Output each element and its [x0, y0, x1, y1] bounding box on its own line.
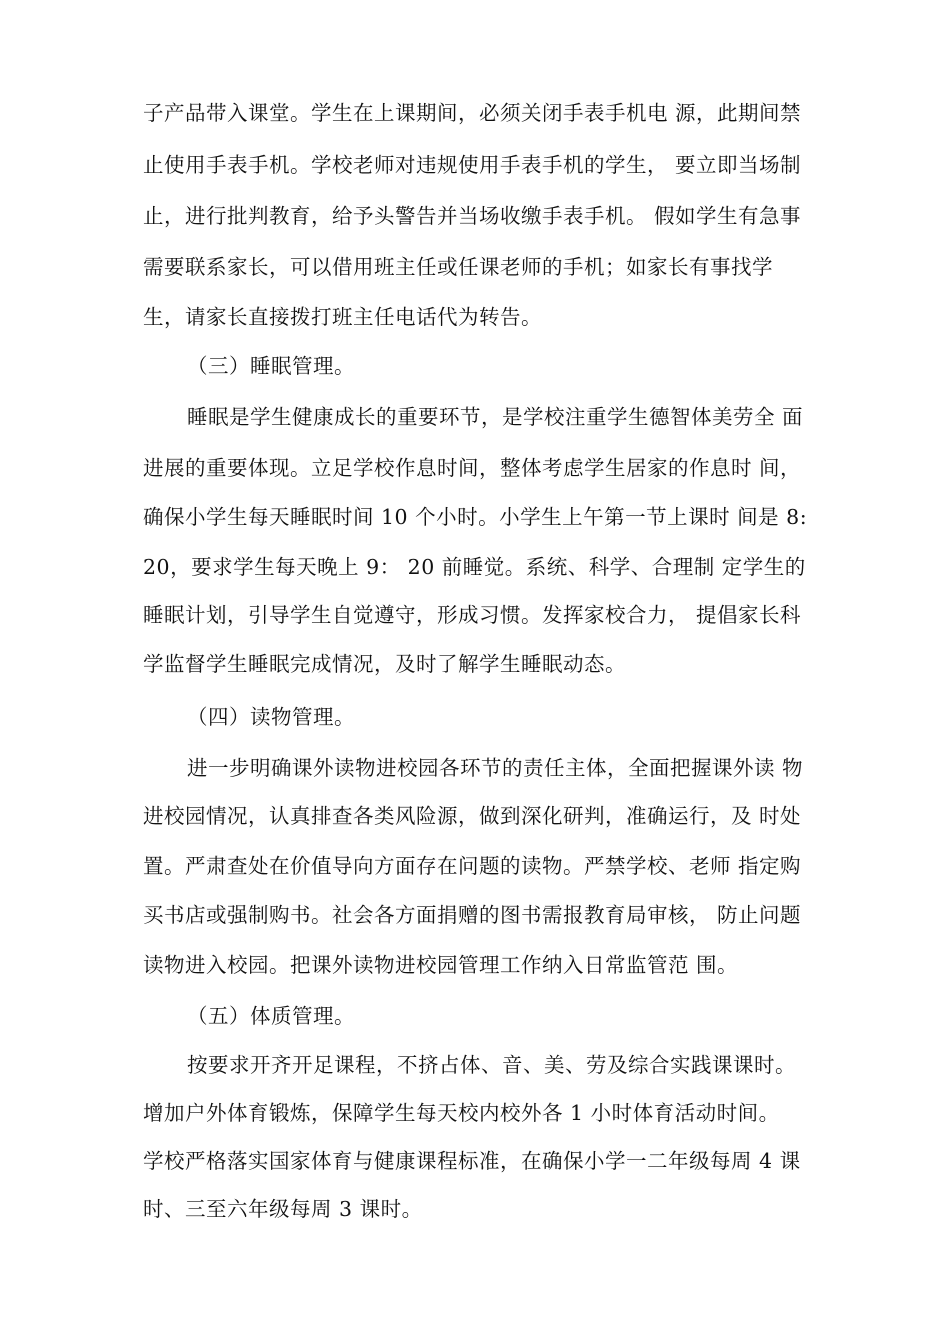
text-line: 止使用手表手机。学校老师对违规使用手表手机的学生， 要立即当场制	[143, 153, 802, 177]
text-line: 买书店或强制购书。社会各方面捐赠的图书需报教育局审核， 防止问题	[143, 903, 802, 927]
text-line: 增加户外体育锻炼，保障学生每天校内校外各 1 小时体育活动时间。	[143, 1101, 780, 1125]
text-line: 子产品带入课堂。学生在上课期间，必须关闭手表手机电 源，此期间禁	[143, 101, 802, 125]
text-line: 按要求开齐开足课程，不挤占体、音、美、劳及综合实践课课时。	[187, 1053, 796, 1077]
text-line: 睡眠计划，引导学生自觉遵守，形成习惯。发挥家校合力， 提倡家长科	[143, 603, 802, 627]
text-line: 时、三至六年级每周 3 课时。	[143, 1197, 423, 1221]
text-line: 进校园情况，认真排查各类风险源，做到深化研判，准确运行，及 时处	[143, 804, 802, 828]
section-heading: （五）体质管理。	[187, 1004, 355, 1028]
text-line: 需要联系家长，可以借用班主任或任课老师的手机；如家长有事找学	[143, 255, 773, 279]
text-line: 置。严肃查处在价值导向方面存在问题的读物。严禁学校、老师 指定购	[143, 854, 802, 878]
text-line: 睡眠是学生健康成长的重要环节，是学校注重学生德智体美劳全 面	[187, 405, 804, 429]
text-line: 止，进行批判教育，给予头警告并当场收缴手表手机。 假如学生有急事	[143, 204, 802, 228]
text-line: 确保小学生每天睡眠时间 10 个小时。小学生上午第一节上课时 间是 8:	[143, 505, 808, 529]
text-line: 学监督学生睡眠完成情况，及时了解学生睡眠动态。	[143, 652, 626, 676]
text-line: 读物进入校园。把课外读物进校园管理工作纳入日常监管范 围。	[143, 953, 739, 977]
text-line: 学校严格落实国家体育与健康课程标准，在确保小学一二年级每周 4 课	[143, 1149, 801, 1173]
text-line: 进一步明确课外读物进校园各环节的责任主体，全面把握课外读 物	[187, 756, 804, 780]
text-line: 进展的重要体现。立足学校作息时间，整体考虑学生居家的作息时 间，	[143, 456, 802, 480]
text-line: 20，要求学生每天晚上 9： 20 前睡觉。系统、科学、合理制 定学生的	[143, 555, 806, 579]
text-line: 生，请家长直接拨打班主任电话代为转告。	[143, 305, 542, 329]
section-heading: （四）读物管理。	[187, 705, 355, 729]
section-heading: （三）睡眠管理。	[187, 354, 355, 378]
